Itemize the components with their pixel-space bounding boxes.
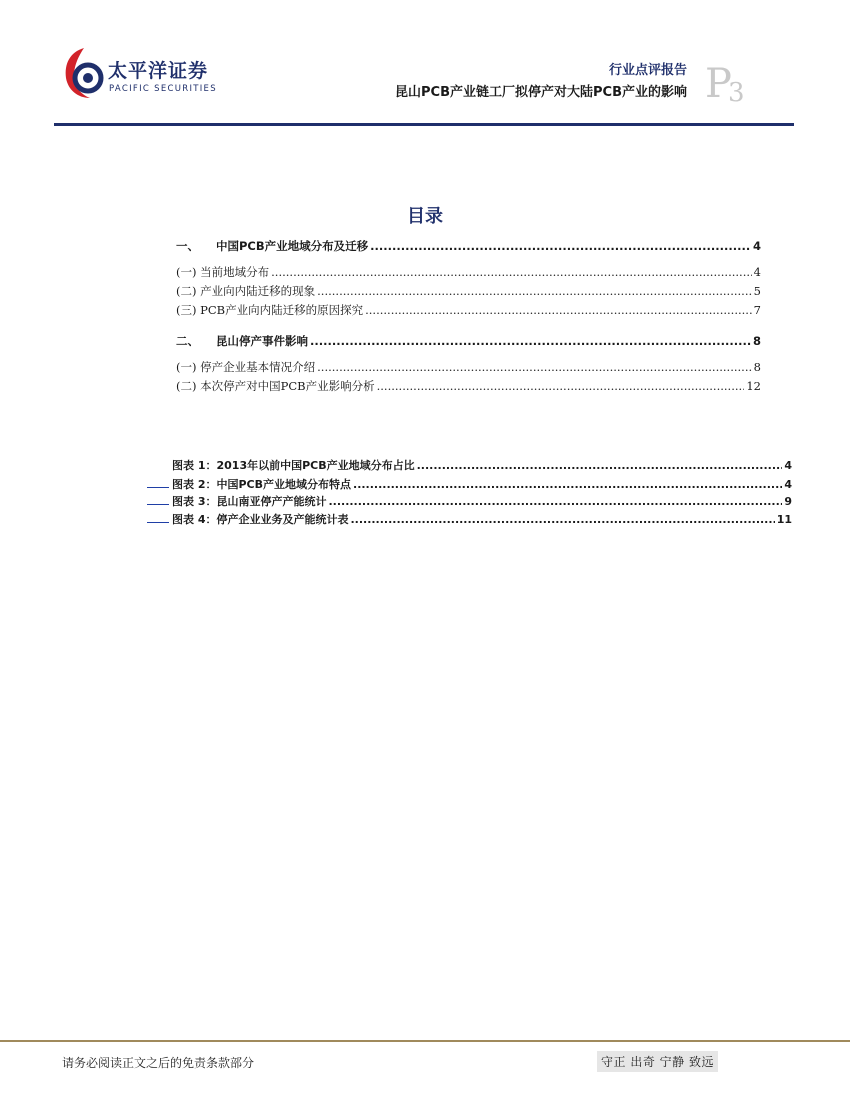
hyperlink-underline bbox=[147, 492, 169, 505]
toc-entry-2-2[interactable] bbox=[176, 377, 761, 396]
figure-leader-dots bbox=[328, 493, 782, 511]
figure-entry-4[interactable] bbox=[147, 510, 792, 528]
figure-entry-page: 11 bbox=[776, 512, 792, 526]
toc-entry-label: (二) 产业向内陆迁移的现象 bbox=[176, 284, 316, 298]
toc-leader-dots bbox=[317, 282, 752, 301]
toc-entry-label: (三) PCB产业向内陆迁移的原因探究 bbox=[176, 303, 364, 317]
toc-entry-number: 二、 bbox=[176, 334, 199, 348]
toc-entry-2-1[interactable] bbox=[176, 358, 761, 377]
toc-leader-dots bbox=[370, 236, 751, 256]
toc-heading: 目录 bbox=[407, 206, 443, 227]
toc-entry-page: 12 bbox=[746, 379, 761, 393]
toc-entry-label: (一) 停产企业基本情况介绍 bbox=[176, 360, 316, 374]
page-number: 3 bbox=[728, 78, 745, 108]
toc-entry-1-1[interactable] bbox=[176, 263, 761, 282]
figure-leader-dots bbox=[353, 476, 782, 494]
toc-entry-label: 中国PCB产业地域分布及迁移 bbox=[216, 239, 369, 253]
toc-leader-dots bbox=[377, 377, 745, 396]
hyperlink-underline bbox=[147, 475, 169, 488]
toc-entry-section-1[interactable] bbox=[176, 236, 761, 256]
figure-entry-label: 图表 4：停产企业业务及产能统计表 bbox=[172, 512, 349, 526]
company-logo bbox=[62, 44, 242, 104]
toc-leader-dots bbox=[310, 331, 751, 351]
figure-entry-label: 图表 2：中国PCB产业地域分布特点 bbox=[172, 477, 352, 491]
toc-entry-1-2[interactable] bbox=[176, 282, 761, 301]
figure-entry-page: 4 bbox=[784, 477, 792, 491]
toc-entry-page: 8 bbox=[752, 334, 761, 348]
footer-disclaimer: 请务必阅读正文之后的免责条款部分 bbox=[62, 1056, 255, 1070]
brand-name-cn: 太平洋证券 bbox=[108, 60, 209, 82]
figure-entry-page: 9 bbox=[784, 495, 792, 508]
toc-entry-label: 昆山停产事件影响 bbox=[216, 334, 308, 348]
toc-entry-1-3[interactable] bbox=[176, 301, 761, 320]
toc-leader-dots bbox=[271, 263, 752, 282]
report-title: 昆山PCB产业链工厂拟停产对大陆PCB产业的影响 bbox=[395, 85, 687, 100]
toc-leader-dots bbox=[365, 301, 752, 320]
figure-entry-3[interactable] bbox=[147, 492, 792, 510]
toc-entry-section-2[interactable] bbox=[176, 331, 761, 351]
hyperlink-underline bbox=[147, 510, 169, 523]
figure-entry-label: 图表 3：昆山南亚停产产能统计 bbox=[172, 495, 327, 508]
figure-entry-2[interactable] bbox=[147, 475, 792, 493]
brand-name-en: PACIFIC SECURITIES bbox=[109, 84, 217, 94]
toc-entry-page: 5 bbox=[753, 284, 761, 298]
toc-entry-page: 7 bbox=[753, 303, 761, 317]
toc-entry-label: (一) 当前地域分布 bbox=[176, 265, 270, 279]
figure-entry-1[interactable] bbox=[147, 457, 792, 475]
list-of-figures bbox=[147, 457, 792, 527]
toc-entry-page: 8 bbox=[753, 360, 761, 374]
footer-motto: 守正 出奇 宁静 致远 bbox=[597, 1051, 718, 1072]
report-type: 行业点评报告 bbox=[608, 63, 687, 78]
page-prefix: P bbox=[705, 61, 732, 107]
figure-leader-dots bbox=[417, 457, 783, 475]
pacific-securities-logo-icon bbox=[62, 44, 106, 102]
toc-leader-dots bbox=[317, 358, 752, 377]
header-divider bbox=[54, 123, 794, 126]
figure-entry-label: 图表 1：2013年以前中国PCB产业地域分布占比 bbox=[172, 459, 415, 472]
toc-entry-page: 4 bbox=[753, 265, 761, 279]
toc-entry-number: 一、 bbox=[176, 239, 199, 253]
figure-entry-page: 4 bbox=[784, 459, 792, 472]
toc-entry-page: 4 bbox=[752, 239, 761, 253]
table-of-contents bbox=[176, 236, 761, 396]
toc-entry-label: (二) 本次停产对中国PCB产业影响分析 bbox=[176, 379, 375, 393]
footer-divider bbox=[0, 1040, 850, 1042]
figure-leader-dots bbox=[350, 511, 774, 529]
